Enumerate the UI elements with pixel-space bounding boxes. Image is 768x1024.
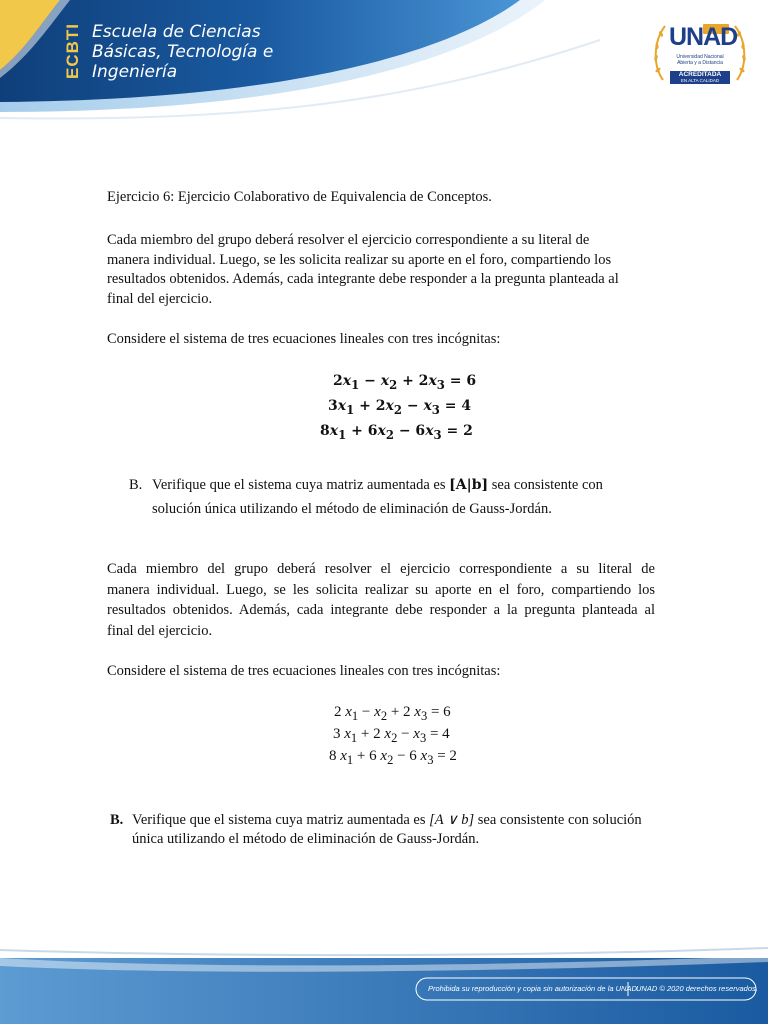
equation-plain-1: 2 $x_1 - x_2 + 2$ $x_3 = 6$ xyxy=(334,704,451,723)
consider-text-1: Considere el sistema de tres ecuaciones lineales con tres incógnitas: xyxy=(107,331,501,347)
item-label: B. xyxy=(129,477,143,493)
paragraph-line: final del ejercicio. xyxy=(107,290,213,307)
paragraph-line: Cada miembro del grupo deberá resolver el ejercicio correspondiente a su literal de xyxy=(107,561,655,577)
unad-logo xyxy=(651,14,749,90)
equation-bold-2: $3x_1 + 2x_2 - x_3 = 4$ xyxy=(328,398,472,417)
intro-paragraph-2 xyxy=(107,559,655,641)
paragraph-line: final del ejercicio. xyxy=(107,622,213,639)
item-line-2: solución única utilizando el método de eliminación de Gauss-Jordán. xyxy=(152,501,552,517)
paragraph-line: Cada miembro del grupo deberá resolver el ejercicio correspondiente a su literal de xyxy=(107,232,590,248)
item-b-first xyxy=(129,474,649,522)
paragraph-line: resultados obtenidos. Además, cada integrante debe responder a la pregunta planteada al xyxy=(107,271,619,287)
matrix-notation: [A ∨ b] xyxy=(429,812,475,828)
school-name-line: Ingeniería xyxy=(92,62,178,82)
logo-subtitle-line: Universidad Nacional xyxy=(676,54,724,60)
logo-unad-text: UNAD xyxy=(669,23,738,51)
item-line-1: Verifique que el sistema cuya matriz aumentada es [A|b] sea consistente con xyxy=(152,477,603,493)
header-banner xyxy=(0,0,768,140)
item-line-1: Verifique que el sistema cuya matriz aumentada es [A ∨ b] sea consistente con solución xyxy=(132,812,642,828)
equation-plain-2: 3 $x_1 + 2$ $x_2 - x_3 = 4$ xyxy=(333,726,450,745)
badge-subtitle: EN ALTA CALIDAD xyxy=(680,78,720,83)
ecbti-vertical-label xyxy=(62,12,84,90)
exercise-title: Ejercicio 6: Ejercicio Colaborativo de Equivalencia de Conceptos. xyxy=(107,189,492,205)
school-name-line: Básicas, Tecnología e xyxy=(92,42,274,62)
footer-banner xyxy=(0,944,768,1024)
item-b-second xyxy=(110,811,670,855)
badge-title: ACREDITADA xyxy=(678,71,722,78)
equation-plain-3: 8 $x_1 + 6$ $x_2 - 6$ $x_3 = 2$ xyxy=(329,748,457,767)
matrix-notation: [A|b] xyxy=(449,477,489,493)
equation-bold-1: $2x_1 - x_2 + 2x_3 = 6$ xyxy=(333,373,477,392)
paragraph-line: resultados obtenidos. Además, cada integrante debe responder a la pregunta planteada al xyxy=(107,602,655,618)
school-name xyxy=(92,22,273,82)
ecbti-label-text: ECBTI xyxy=(63,23,82,79)
footer-copyright-notice: Prohibida su reproducción y copia sin autorización de la UNAD. xyxy=(428,984,639,993)
school-name-line: Escuela de Ciencias xyxy=(92,22,261,42)
paragraph-line: manera individual. Luego, se les solicita realizar su aporte en el foro, compartiendo los xyxy=(107,251,612,268)
intro-paragraph-1 xyxy=(107,231,655,309)
item-label: B. xyxy=(110,812,124,828)
equation-bold-3: $8x_1 + 6x_2 - 6x_3 = 2$ xyxy=(320,423,473,442)
item-line-2: única utilizando el método de eliminación de Gauss-Jordán. xyxy=(132,831,480,847)
paragraph-line: manera individual. Luego, se les solicita realizar su aporte en el foro, compartiendo los xyxy=(107,581,655,598)
consider-text-2: Considere el sistema de tres ecuaciones lineales con tres incógnitas: xyxy=(107,663,501,679)
footer-rights: UNAD © 2020 derechos reservados. xyxy=(636,984,758,993)
accreditation-badge xyxy=(670,71,730,84)
logo-subtitle-line: Abierta y a Distancia xyxy=(677,60,723,66)
